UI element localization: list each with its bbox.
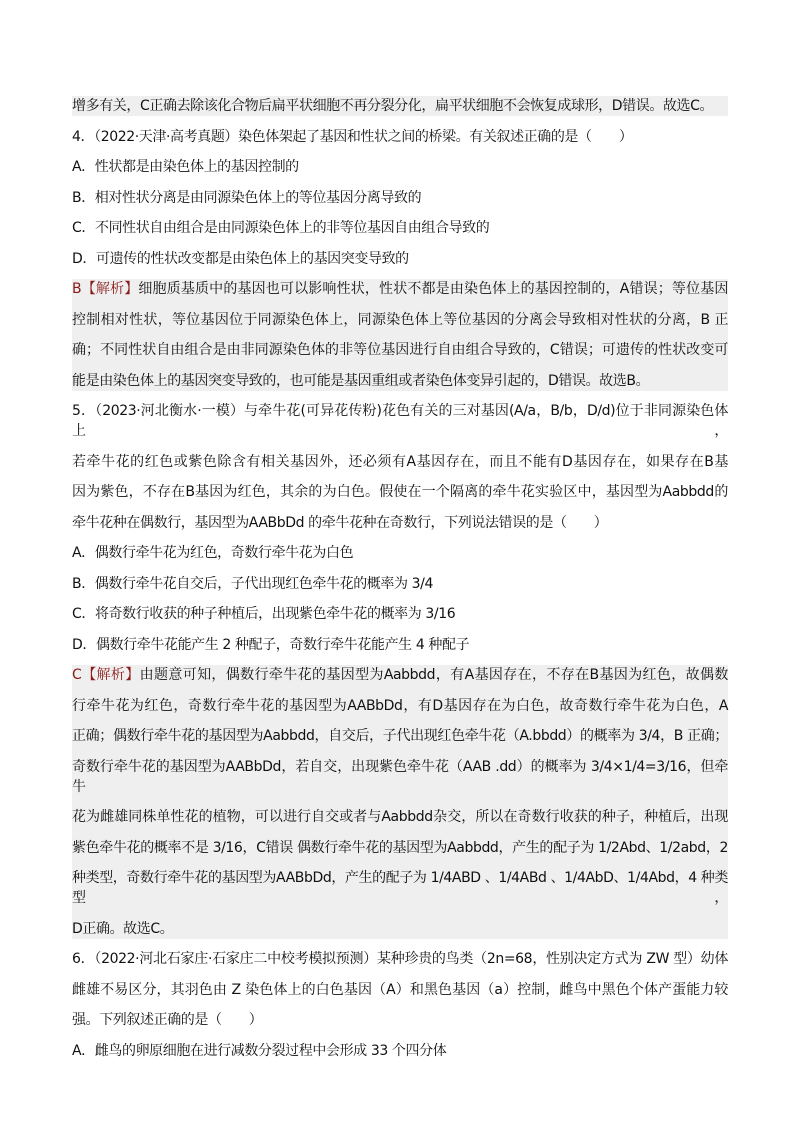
q4-stem: 4．（2022·天津·高考真题）染色体架起了基因和性状之间的桥梁。有关叙述正确的是（ ） [72, 128, 633, 145]
q4-answer-block [72, 279, 728, 391]
q4-answer-line: 确；不同性状自由组合是由非同源染色体的非等位基因进行自由组合导致的，C错误；可遗传的性状改变可 [72, 342, 728, 358]
q5-option-c: C．将奇数行收获的种子种植后，出现紫色牵牛花的概率为 3/16 [72, 606, 456, 622]
q5-answer-line: 行牵牛花为红色，奇数行牵牛花的基因型为AABbDd，有D基因存在为白色，故奇数行牵牛花为白色，A [72, 697, 728, 714]
q5-stem-line: 牵牛花种在偶数行，基因型为AABbDd 的牵牛花种在奇数行，下列说法错误的是（ ） [72, 514, 608, 531]
q5-stem-line: 若牵牛花的红色或紫色除含有相关基因外，还必须有A基因存在，而且不能有D基因存在，如果存在B基 [72, 453, 728, 470]
q6-stem-line: 6．（2022·河北石家庄·石家庄二中校考模拟预测）某种珍贵的鸟类（2n=68，性别决定方式为 ZW 型）幼体 [72, 951, 728, 967]
page-content [72, 96, 728, 1071]
q5-answer-line: 花为雌雄同株单性花的植物，可以进行自交或者与Aabbdd杂交，所以在奇数行收获的种子，种植后，出现 [72, 809, 728, 825]
q4-answer-line: 能是由染色体上的基因突变导致的，也可能是基因重组或者染色体变异引起的，D错误。故选B。 [72, 372, 650, 389]
q5-option-d: D．偶数行牵牛花能产生 2 种配子，奇数行牵牛花能产生 4 种配子 [72, 636, 470, 653]
q4-answer-line [72, 279, 728, 299]
q6-option-a: A．雌鸟的卵原细胞在进行减数分裂过程中会形成 33 个四分体 [72, 1042, 447, 1059]
q4-answer-label: B【解析】 [72, 281, 139, 297]
q5-answer-label: C【解析】 [72, 667, 140, 683]
q4-option-c: C．不同性状自由组合是由同源染色体上的非等位基因自由组合导致的 [72, 220, 490, 236]
q5-answer-line [72, 665, 728, 685]
q6-stem-line: 雌雄不易区分，其羽色由 Z 染色体上的白色基因（A）和黑色基因（a）控制，雌鸟中黑色个体产蛋能力较 [72, 981, 728, 998]
q6-stem-line: 强。下列叙述正确的是（ ） [72, 1012, 263, 1028]
q5-answer-line: 紫色牵牛花的概率不是 3/16，C错误 偶数行牵牛花的基因型为Aabbdd，产生的配子为 1/2Abd、1/2abd，2 [72, 839, 728, 856]
q5-answer-line: D正确。故选C。 [72, 920, 174, 937]
q5-option-b: B．偶数行牵牛花自交后，子代出现红色牵牛花的概率为 3/4 [72, 575, 433, 592]
q5-stem-line: 因为紫色，不存在B基因为红色，其余的为白色。假使在一个隔离的牵牛花实验区中，基因型为Aabbdd的 [72, 484, 728, 500]
prev-answer-tail: 增多有关，C正确去除该化合物后扁平状细胞不再分裂分化，扁平状细胞不会恢复成球形，D错误。故选C。 [72, 96, 728, 116]
q4-option-b: B．相对性状分离是由同源染色体上的等位基因分离导致的 [72, 189, 422, 206]
q4-answer-text: 细胞质基质中的基因也可以影响性状，性状不都是由染色体上的基因控制的，A错误；等位基因 [138, 281, 728, 297]
q4-option-d: D．可遗传的性状改变都是由染色体上的基因突变导致的 [72, 250, 409, 267]
q5-answer-block [72, 665, 728, 939]
q5-answer-line: 正确；偶数行牵牛花的基因型为Aabbdd，自交后，子代出现红色牵牛花（A.bbdd）的概率为 3/4，B 正确； [72, 728, 728, 744]
q4-answer-line: 控制相对性状，等位基因位于同源染色体上，同源染色体上等位基因的分离会导致相对性状的分离，B 正 [72, 311, 728, 328]
q4-option-a: A．性状都是由染色体上的基因控制的 [72, 159, 299, 175]
q5-answer-line: 种类型，奇数行牵牛花的基因型为AABbDd，产生的配子为 1/4ABD 、1/4ABd 、1/4AbD、1/4Abd，4 种类型， [72, 870, 728, 906]
q5-stem-line: 5．（2023·河北衡水·一模）与牵牛花(可异花传粉)花色有关的三对基因(A/a，B/b，D/d)位于非同源染色体上， [72, 403, 728, 439]
q5-answer-line: 奇数行牵牛花的基因型为AABbDd，若自交，出现紫色牵牛花（AAB .dd）的概率为 3/4×1/4=3/16，但牵牛 [72, 758, 728, 795]
q5-answer-text: 由题意可知，偶数行牵牛花的基因型为Aabbdd，有A基因存在，不存在B基因为红色，故偶数 [139, 667, 728, 683]
q5-option-a: A．偶数行牵牛花为红色，奇数行牵牛花为白色 [72, 545, 354, 561]
